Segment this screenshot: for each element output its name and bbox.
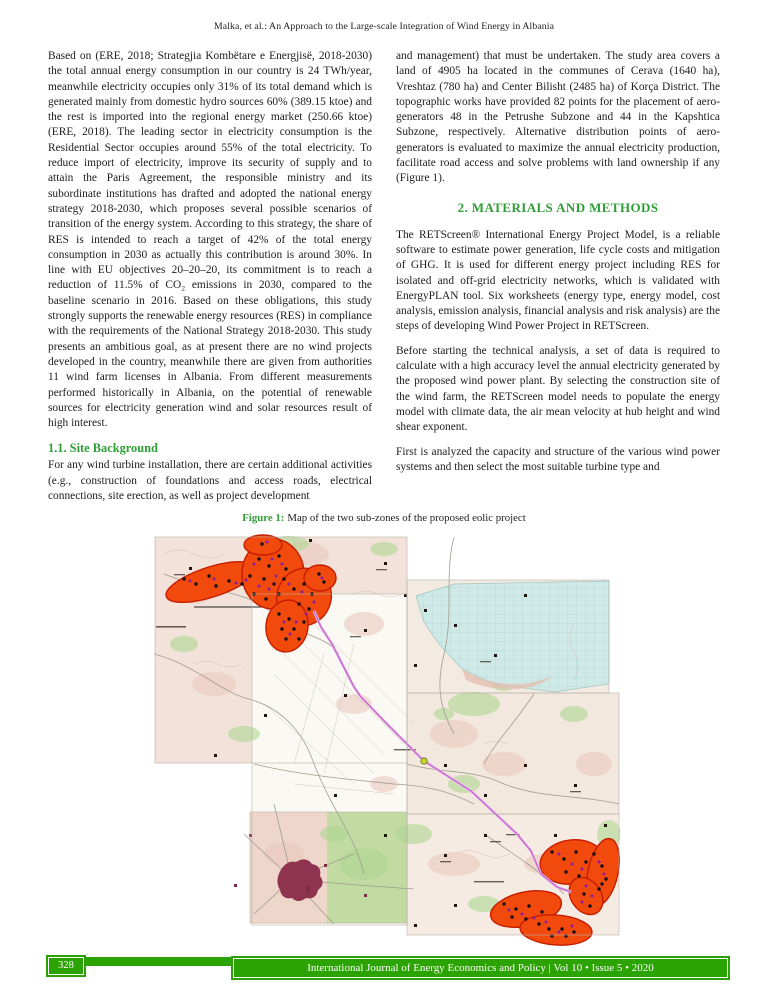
right-column bbox=[396, 49, 720, 513]
figure-label: Figure 1: bbox=[242, 512, 285, 524]
figure-caption bbox=[0, 512, 768, 524]
left-column bbox=[48, 49, 372, 513]
figure-caption-text: Map of the two sub-zones of the proposed eolic project bbox=[287, 512, 526, 524]
topographic-map bbox=[154, 534, 620, 948]
paragraph-technical-analysis: Before starting the technical analysis, a set of data is required to calculate with a high accuracy level the annual electricity generated by the proposed wind power plant. By selecting the construction site of the wind farm, the RETScreen model needs to populate the energy model with climate data, the air mean velocity at hub height and wind shear exponent. bbox=[396, 344, 720, 434]
page-number: 328 bbox=[48, 957, 84, 975]
running-head: Malka, et al.: An Approach to the Large-scale Integration of Wind Energy in Albania bbox=[213, 21, 555, 32]
journal-line: International Journal of Energy Economics and Policy | Vol 10 • Issue 5 • 2020 bbox=[233, 958, 728, 978]
paragraph-site-background: For any wind turbine installation, there are certain additional activities (e.g., construction of foundations and access roads, electrical connections, site erection, as well as project development bbox=[48, 459, 372, 503]
section-heading-materials-methods: 2. MATERIALS AND METHODS bbox=[457, 199, 659, 215]
section-heading-site-background: 1.1. Site Background bbox=[48, 441, 158, 456]
city-area bbox=[277, 859, 322, 901]
paragraph-retscreen: The RETScreen® International Energy Project Model, is a reliable software to estimate power generation, life cycle costs and mitigation of GHG. It is used for different energy project including RES for isolated and off-grid electricity networks, which is validated with EnergyPLAN tool. Six worksheets (energy type, energy model, cost analysis, emission analysis, financial analysis and risk analysis) are the steps of developing Wind Power Project in RETScreen. bbox=[396, 228, 720, 333]
paragraph-capacity: First is analyzed the capacity and structure of the various wind power systems and then select the most suitable turbine type and bbox=[396, 445, 720, 473]
figure1-map-image bbox=[154, 534, 620, 948]
page-footer bbox=[46, 956, 730, 982]
paragraph-intro: Based on (ERE, 2018; Strategjia Kombëtare e Energjisë, 2018-2030) the total annual energy consumption in our country is 24 TWh/year, meanwhile electricity occupies only 31% of its total demand which is generated mainly from domestic hydro sources 60% (389.15 ktoe) and the rest is imported into the regional energy market (250.66 ktoe) (ERE, 2018). The leading sector in electricity consumption is the Residential Sector occupies around 55% of the total electricity. To reduce import of electricity, improve its security of supply and to attain the Paris Agreement, the responsible ministry and its subordinate institutions has drafted and adopted the national energy strategy 2018-2030, which proposes several possible scenarios of transition of the energy system. According to this strategy, the share of RES is intended to reach a target of 42% of the total energy consumption in 2030 as actually this contribution is around 30%. In line with EU objectives 20–20–20, its commitment is to reach a reduction of 11.5% of CO₂ emissions in 2030, compared to the baseline scenario in 2016. Based on these obligations, this study strongly supports the renewable energy resources (RES) in compliance with the requirements of the National Strategy 2018-2030. This study presents an ambitious goal, as at present there are no wind projects developed in the country, meanwhile there are given from authorities 11 wind farm licenses in Albania. From different measurements performed historically in Albania, on the potential of renewable sources for electricity generation wind and solar resources result of high interest. bbox=[48, 50, 372, 430]
paragraph-study-area: and management) that must be undertaken. The study area covers a land of 4905 ha located in the communes of Cerava (1640 ha), Vreshtaz (780 ha) and Center Bilisht (2485 ha) of Korça District. The topographic works have provided 82 points for the placement of aero-generators 48 in the Petrushe Subzone and 44 in the Kapshtica Subzone, respectively. Alternative distribution points of aero-generators is evaluated to maximize the annual electricity production, facilitate road access and solve problems with land ownership if any (Figure 1). bbox=[396, 50, 720, 185]
two-column-body bbox=[48, 49, 720, 513]
line-midpoint-marker bbox=[421, 758, 427, 764]
